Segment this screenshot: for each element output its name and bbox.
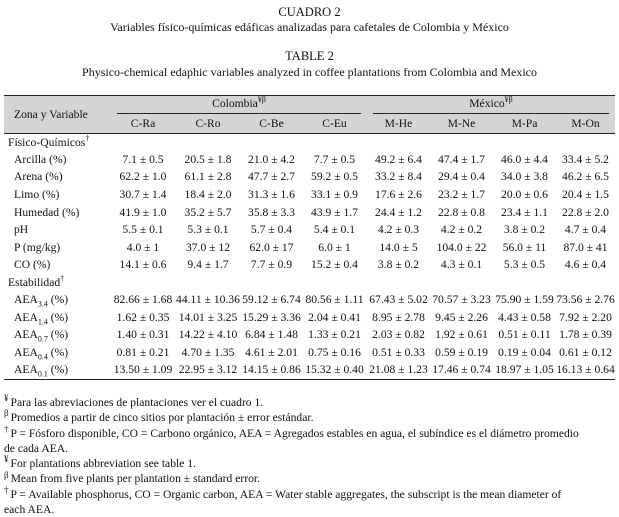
table-cell: 34.0 ± 3.8 (501, 170, 548, 184)
header-colombia-label: Colombia (212, 97, 258, 110)
header-mexico (367, 96, 615, 115)
footnote-text: P = Fósforo disponible, CO = Carbono orgánico, AEA = Agregados estables en agua, el subíndice es el diámetro promedio (10, 426, 579, 440)
table-cell: 23.2 ± 1.7 (438, 187, 485, 201)
table-cell: 4.7 ± 0.4 (564, 223, 607, 237)
row-label (4, 344, 111, 362)
footnote-text: each AEA. (4, 503, 55, 517)
row-label (4, 362, 111, 380)
table-cell: 5.4 ± 0.1 (313, 223, 356, 237)
table-cell: 20.4 ± 1.5 (562, 187, 609, 201)
caption-es-title: Variables físico-químicas edáficas analizadas para cafetales de Colombia y México (110, 20, 509, 34)
table-cell: 8.95 ± 2.78 (372, 310, 425, 324)
table-row (4, 169, 615, 187)
table-cell: 7.1 ± 0.5 (122, 152, 164, 166)
footnote-mark: † (4, 423, 9, 434)
table-cell: 47.4 ± 1.7 (438, 152, 485, 166)
footnote (4, 395, 615, 410)
header-zone-variable: Zona y Variable (4, 96, 111, 134)
row-label-text: AEA (14, 363, 38, 377)
table-cell: 6.84 ± 1.48 (245, 328, 298, 342)
table-cell: 4.6 ± 0.4 (564, 258, 607, 272)
table-cell: 24.4 ± 1.2 (375, 205, 422, 219)
table-cell: 7.92 ± 2.20 (559, 310, 612, 324)
table-cell: 33.4 ± 5.2 (562, 152, 609, 166)
row-label-text: Arcilla (%) (14, 152, 67, 166)
footnote (4, 456, 615, 471)
table-cell: 59.2 ± 0.5 (311, 170, 358, 184)
table-cell: 3.8 ± 0.2 (377, 258, 420, 272)
table-cell: 14.01 ± 3.25 (178, 310, 238, 324)
table-cell: 4.3 ± 0.1 (440, 258, 483, 272)
table-cell: 3.8 ± 0.2 (503, 223, 546, 237)
table-cell: 18.4 ± 2.0 (184, 187, 232, 201)
section-row (4, 134, 615, 152)
row-label-unit: (%) (47, 310, 69, 324)
table-cell: 1.33 ± 0.21 (308, 328, 361, 342)
section-title-text: Estabilidad (8, 275, 61, 289)
table-cell: 0.19 ± 0.04 (498, 345, 551, 359)
table-row (4, 239, 615, 257)
footnotes (4, 395, 615, 517)
column-header-c-be: C-Be (241, 114, 302, 134)
footnote (4, 502, 615, 517)
table-cell: 14.0 ± 5 (379, 240, 418, 254)
table-cell: 21.0 ± 4.2 (248, 152, 295, 166)
table-cell: 20.5 ± 1.8 (184, 152, 232, 166)
table-cell: 1.78 ± 0.39 (559, 328, 612, 342)
table-row (4, 309, 615, 327)
table-cell: 30.7 ± 1.4 (119, 187, 167, 201)
column-header-c-ro: C-Ro (175, 114, 241, 134)
table-cell: 29.4 ± 0.4 (438, 170, 485, 184)
table-row (4, 257, 615, 275)
table-cell: 62.0 ± 17 (249, 240, 294, 254)
table-cell: 15.29 ± 3.36 (242, 310, 301, 324)
row-label (4, 257, 111, 275)
column-header-c-eu: C-Eu (302, 114, 367, 134)
caption-en-title: Physico-chemical edaphic variables analyzed in coffee plantations from Colombia and Mexico (82, 65, 537, 79)
table-cell: 62.2 ± 1.0 (119, 170, 167, 184)
row-label (4, 169, 111, 187)
table-cell: 4.43 ± 0.58 (498, 310, 551, 324)
section-title (4, 274, 615, 291)
table-cell: 1.62 ± 0.35 (116, 310, 170, 324)
footnote-mark: † (4, 484, 9, 495)
table-cell: 35.8 ± 3.3 (248, 205, 295, 219)
table-cell: 22.95 ± 3.12 (175, 362, 241, 380)
column-header-c-ra: C-Ra (111, 114, 175, 134)
row-label-text: P (mg/kg) (14, 240, 61, 254)
row-label-subscript: 0.7 (37, 334, 48, 344)
data-table (4, 95, 615, 380)
table-cell: 87.0 ± 41 (563, 240, 608, 254)
column-header-m-ne: M-Ne (430, 114, 493, 134)
table-cell: 59.12 ± 6.74 (242, 292, 301, 306)
table-cell: 61.1 ± 2.8 (184, 170, 232, 184)
table-cell: 14.22 ± 4.10 (178, 328, 238, 342)
caption-es-label: CUADRO 2 (278, 5, 341, 19)
table-cell: 1.92 ± 0.61 (435, 328, 488, 342)
table-cell: 13.50 ± 1.09 (111, 362, 175, 380)
table-cell: 2.03 ± 0.82 (372, 328, 425, 342)
table-cell: 0.81 ± 0.21 (116, 345, 170, 359)
table-cell: 0.51 ± 0.33 (372, 345, 425, 359)
table-cell: 41.9 ± 1.0 (119, 205, 167, 219)
column-header-m-on: M-On (556, 114, 615, 134)
footnote (4, 441, 615, 456)
header-mexico-mark: ¥β (504, 95, 513, 105)
row-label-subscript: 3.4 (37, 299, 48, 309)
row-label-text: Humedad (%) (14, 205, 80, 219)
footnote (4, 410, 615, 425)
table-row (4, 326, 615, 344)
footnote-text: Para las abreviaciones de plantaciones ver el cuadro 1. (10, 396, 264, 409)
table-cell: 5.3 ± 0.5 (503, 258, 546, 272)
table-cell: 4.2 ± 0.2 (440, 223, 483, 237)
table-cell: 104.0 ± 22 (436, 240, 487, 254)
footnote (4, 484, 615, 502)
row-label (4, 309, 111, 327)
caption-en-label: TABLE 2 (285, 49, 334, 63)
table-cell: 0.61 ± 0.12 (559, 345, 612, 359)
table-cell: 47.7 ± 2.7 (248, 170, 295, 184)
row-label-text: Limo (%) (14, 187, 60, 201)
table-cell: 67.43 ± 5.02 (369, 292, 428, 306)
row-label (4, 291, 111, 309)
footnote (4, 423, 615, 441)
header-colombia-mark: ¥β (257, 95, 266, 105)
table-cell: 9.45 ± 2.26 (435, 310, 488, 324)
table-cell: 80.56 ± 1.11 (305, 292, 364, 306)
table-cell: 4.61 ± 2.01 (245, 345, 298, 359)
table-cell: 43.9 ± 1.7 (311, 205, 358, 219)
table-cell: 0.51 ± 0.11 (498, 328, 551, 342)
table-cell: 5.7 ± 0.4 (250, 223, 293, 237)
row-label (4, 326, 111, 344)
footnote-mark: β (4, 469, 9, 480)
table-cell: 21.08 ± 1.23 (367, 362, 430, 380)
table-cell: 4.70 ± 1.35 (181, 345, 235, 359)
table-cell: 33.1 ± 0.9 (311, 187, 358, 201)
table-cell: 33.2 ± 8.4 (375, 170, 422, 184)
table-cell: 15.2 ± 0.4 (311, 258, 358, 272)
row-label-unit: (%) (47, 363, 69, 377)
table-row (4, 151, 615, 169)
row-label-unit: (%) (47, 292, 69, 306)
header-mexico-label: México (469, 97, 505, 110)
table-cell: 9.4 ± 1.7 (187, 258, 229, 272)
table-cell: 56.0 ± 11 (502, 240, 547, 254)
table-cell: 22.8 ± 0.8 (438, 205, 485, 219)
row-label (4, 186, 111, 204)
row-label-text: Arena (%) (14, 170, 63, 184)
table-cell: 17.6 ± 2.6 (375, 187, 422, 201)
table-cell: 44.11 ± 10.36 (176, 292, 240, 306)
section-title (4, 134, 615, 152)
column-header-m-he: M-He (367, 114, 430, 134)
row-label (4, 204, 111, 222)
row-label-subscript: 1.4 (37, 316, 48, 326)
table-row (4, 344, 615, 362)
table-cell: 0.75 ± 0.16 (308, 345, 361, 359)
footnote-text: Mean from five plants per plantation ± standard error. (10, 472, 261, 486)
table-cell: 46.2 ± 6.5 (562, 170, 609, 184)
footnote-text: For plantations abbreviation see table 1. (10, 457, 196, 471)
table-cell: 49.2 ± 6.4 (375, 152, 422, 166)
row-label-text: AEA (14, 345, 38, 359)
table-cell: 20.0 ± 0.6 (501, 187, 548, 201)
table-body (4, 134, 615, 380)
footnote-mark: ¥ (4, 393, 9, 404)
row-label-text: AEA (14, 310, 38, 324)
table-cell: 31.3 ± 1.6 (248, 187, 295, 201)
row-label-subscript: 0.4 (37, 352, 48, 362)
row-label (4, 239, 111, 257)
table-cell: 15.32 ± 0.40 (302, 362, 367, 380)
table-row (4, 186, 615, 204)
row-label (4, 151, 111, 169)
table-cell: 37.0 ± 12 (185, 240, 231, 254)
table-header (4, 96, 615, 134)
table-cell: 7.7 ± 0.9 (250, 258, 293, 272)
row-label (4, 221, 111, 239)
table-cell: 82.66 ± 1.68 (113, 292, 173, 306)
row-label-text: pH (14, 223, 29, 237)
table-row (4, 362, 615, 380)
footnote-mark: β (4, 408, 9, 419)
table-cell: 73.56 ± 2.76 (556, 292, 615, 306)
row-label-text: AEA (14, 292, 38, 306)
row-label-unit: (%) (47, 328, 69, 342)
table-cell: 14.15 ± 0.86 (241, 362, 302, 380)
table-cell: 35.2 ± 5.7 (184, 205, 232, 219)
table-cell: 7.7 ± 0.5 (313, 152, 356, 166)
section-title-text: Físico-Químicos (8, 135, 86, 149)
table-cell: 2.04 ± 0.41 (308, 310, 361, 324)
footnote (4, 471, 615, 486)
table-cell: 5.3 ± 0.1 (187, 223, 229, 237)
table-cell: 22.8 ± 2.0 (562, 205, 609, 219)
footnote-mark: ¥ (4, 454, 9, 465)
table-row (4, 291, 615, 309)
section-row (4, 274, 615, 291)
table-cell: 4.0 ± 1 (126, 240, 160, 254)
table-row (4, 204, 615, 222)
table-cell: 6.0 ± 1 (318, 240, 351, 254)
table-cell: 18.97 ± 1.05 (493, 362, 556, 380)
footnote-text: de cada AEA. (4, 441, 69, 455)
table-cell: 75.90 ± 1.59 (495, 292, 554, 306)
footnote-text: Promedios a partir de cinco sitios por plantación ± error estándar. (10, 411, 314, 425)
table-cell: 46.0 ± 4.4 (501, 152, 548, 166)
row-label-subscript: 0.1 (37, 369, 48, 379)
column-header-m-pa: M-Pa (493, 114, 556, 134)
table-cell: 70.57 ± 3.23 (432, 292, 491, 306)
table-cell: 0.59 ± 0.19 (435, 345, 488, 359)
footnote-text: P = Available phosphorus, CO = Organic carbon, AEA = Water stable aggregates, the subscript is the mean diameter of (10, 487, 562, 501)
row-label-unit: (%) (47, 345, 69, 359)
row-label-text: CO (%) (14, 258, 51, 272)
section-title-mark: † (60, 273, 65, 283)
table-row (4, 221, 615, 239)
table-cell: 23.4 ± 1.1 (501, 205, 548, 219)
table-cell: 4.2 ± 0.3 (377, 223, 420, 237)
table-cell: 5.5 ± 0.1 (122, 223, 164, 237)
header-colombia (111, 96, 367, 115)
table-cell: 17.46 ± 0.74 (430, 362, 493, 380)
table-cell: 14.1 ± 0.6 (119, 258, 167, 272)
table-cell: 1.40 ± 0.31 (116, 328, 170, 342)
row-label-text: AEA (14, 328, 38, 342)
section-title-mark: † (85, 133, 90, 143)
table-cell: 16.13 ± 0.64 (556, 362, 615, 380)
